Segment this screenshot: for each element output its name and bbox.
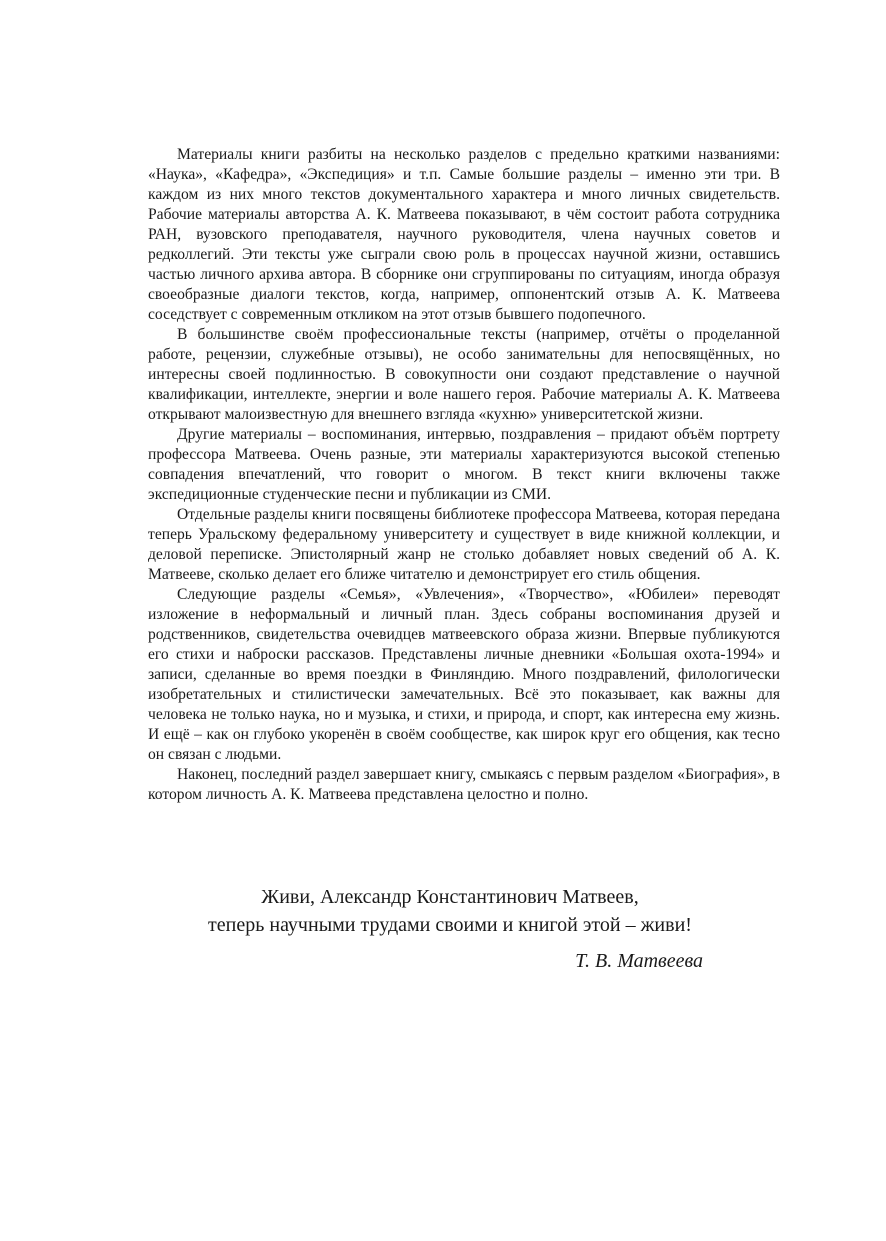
body-text [148, 145, 780, 805]
paragraph: В большинстве своём профессиональные тексты (например, отчёты о проделанной работе, рецензии, служебные отзывы), не особо занимательны для непосвящённых, но интересны своей подлинностью. В совокупности они создают представление о научной квалификации, интеллекте, энергии и воле нашего героя. Рабочие материалы А. К. Матвеева открывают малоизвестную для внешнего взгляда «кухню» университетской жизни. [148, 326, 780, 423]
paragraph: Другие материалы – воспоминания, интервью, поздравления – придают объём портрету профессора Матвеева. Очень разные, эти материалы характеризуются высокой степенью совпадения впечатлений, что говорит о многом. В текст книги включены также экспедиционные студенческие песни и публикации из СМИ. [148, 426, 780, 503]
signature: Т. В. Матвеева [575, 950, 703, 972]
paragraph: Наконец, последний раздел завершает книгу, смыкаясь с первым разделом «Биография», в котором личность А. К. Матвеева представлена целостно и полно. [148, 766, 780, 803]
paragraph: Следующие разделы «Семья», «Увлечения», «Творчество», «Юбилеи» переводят изложение в неформальный и личный план. Здесь собраны воспоминания друзей и родственников, свидетельства очевидцев матвеевского образа жизни. Впервые публикуются его стихи и наброски рассказов. Представлены личные дневники «Большая охота-1994» и записи, сделанные во время поездки в Финляндию. Много поздравлений, филологически изобретательных и стилистически замечательных. Всё это показывает, как важны для человека не только наука, но и музыка, и стихи, и природа, и спорт, как интересна ему жизнь. И ещё – как он глубоко укоренён в своём сообществе, как широк круг его общения, как тесно он связан с людьми. [148, 586, 780, 763]
paragraph: Материалы книги разбиты на несколько разделов с предельно краткими названиями: «Наука», «Кафедра», «Экспедиция» и т.п. Самые большие разделы – именно эти три. В каждом из них много текстов документального характера и много личных свидетельств. Рабочие материалы авторства А. К. Матвеева показывают, в чём состоит работа сотрудника РАН, вузовского преподавателя, научного руководителя, члена научных советов и редколлегий. Эти тексты уже сыграли свою роль в процессах научной жизни, оставшись частью личного архива автора. В сборнике они сгруппированы по ситуациям, иногда образуя своеобразные диалоги текстов, когда, например, оппонентский отзыв А. К. Матвеева соседствует с современным откликом на этот отзыв бывшего подопечного. [148, 146, 780, 323]
paragraph: Отдельные разделы книги посвящены библиотеке профессора Матвеева, которая передана теперь Уральскому федеральному университету и существует в виде книжной коллекции, и деловой переписке. Эпистолярный жанр не столько добавляет новых сведений об А. К. Матвееве, сколько делает его ближе читателю и демонстрирует его стиль общения. [148, 506, 780, 583]
dedication [150, 883, 750, 939]
dedication-line: Живи, Александр Константинович Матвеев, [261, 886, 639, 908]
dedication-line: теперь научными трудами своими и книгой этой – живи! [208, 914, 692, 936]
